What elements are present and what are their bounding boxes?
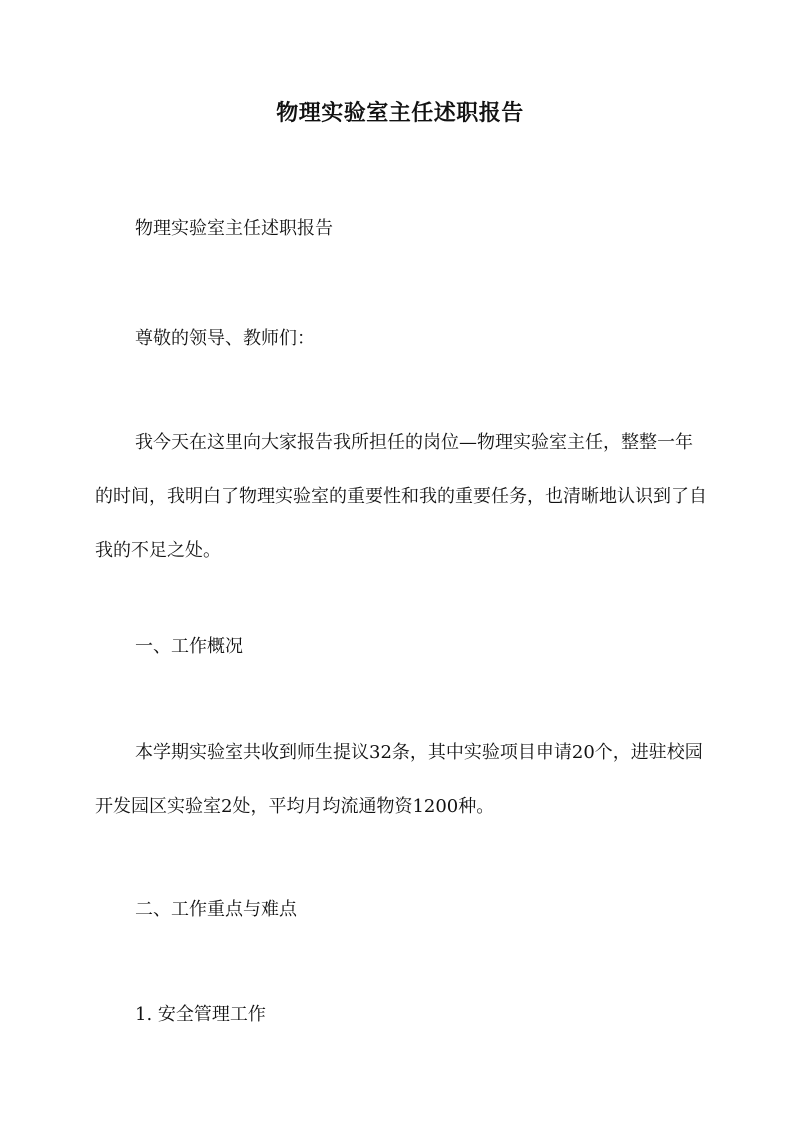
salutation: 尊敬的领导、教师们：	[135, 328, 315, 349]
section-heading-focus: 二、工作重点与难点	[135, 899, 297, 920]
document-subtitle: 物理实验室主任述职报告	[135, 218, 333, 239]
document-title: 物理实验室主任述职报告	[276, 100, 524, 126]
overview-paragraph: 本学期实验室共收到师生提议32条，其中实验项目申请20个，进驻校园开发园区实验室2处，平均月均流通物资1200种。	[95, 742, 703, 817]
intro-paragraph: 我今天在这里向大家报告我所担任的岗位—物理实验室主任，整整一年的时间，我明白了物理实验室的重要性和我的重要任务，也清晰地认识到了自我的不足之处。	[95, 432, 707, 561]
section-heading-overview: 一、工作概况	[135, 636, 243, 657]
list-item-safety: 1. 安全管理工作	[135, 1004, 266, 1025]
